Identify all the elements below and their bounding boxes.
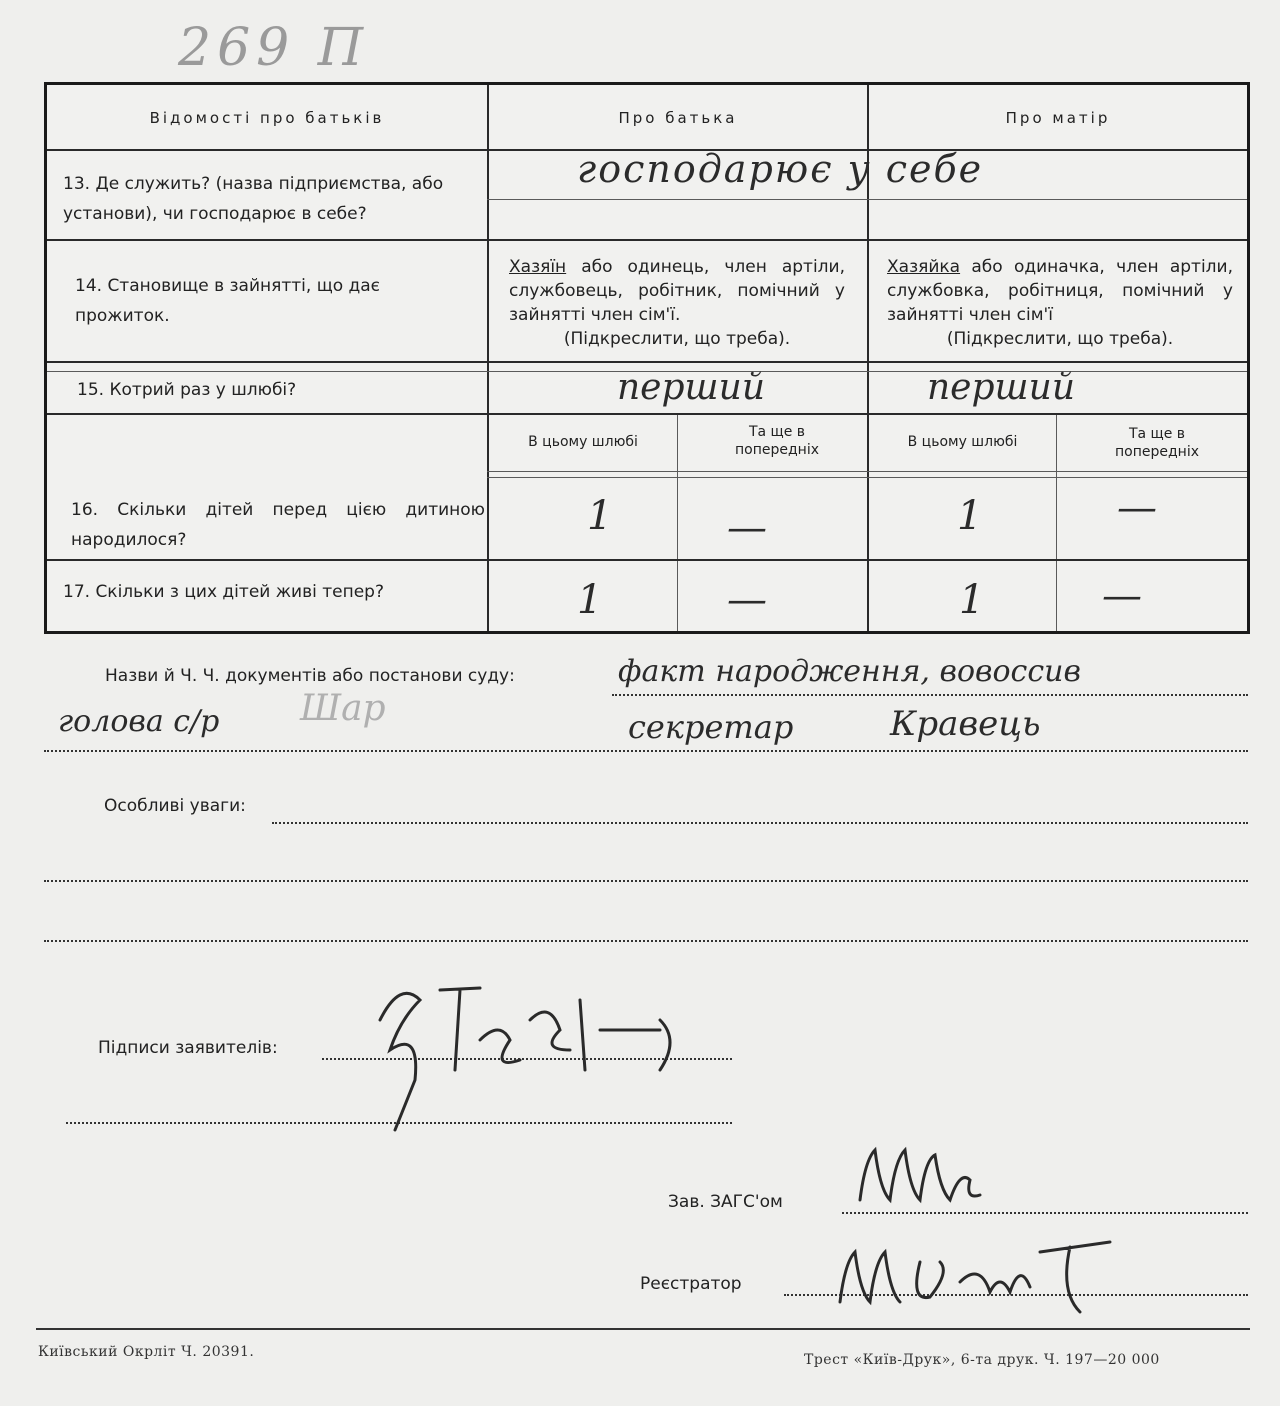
parents-info-table — [44, 82, 1250, 634]
row-line-q16-sub — [487, 471, 1247, 472]
q16-mother-this-marriage-header: В цьому шлюбі — [907, 434, 1018, 450]
header-about-mother: Про матір — [1005, 109, 1111, 127]
row-line-q16 — [47, 559, 1247, 561]
remarks-line-1 — [272, 822, 1248, 824]
row-line-q13-mid — [487, 199, 1247, 200]
remarks-line-2 — [44, 880, 1248, 882]
q15-mother-answer: перший — [927, 367, 1076, 408]
q16-label: 16. Скільки дітей перед цією дитиною народилося? — [71, 500, 485, 550]
remarks-label: Особливі уваги: — [104, 796, 246, 816]
q15-father-answer: перший — [617, 367, 766, 408]
zags-head-signature — [850, 1130, 1000, 1220]
row-line-q13 — [47, 239, 1247, 241]
q16-mother-previous-header: Та ще в попередніх — [1115, 426, 1199, 460]
footer-right-imprint: Трест «Київ-Друк», 6-та друк. Ч. 197—20 000 — [804, 1352, 1160, 1368]
footer-rule — [36, 1328, 1250, 1330]
q13-label: 13. Де служить? (назва підприємства, або установи), чи господарює в себе? — [63, 174, 444, 224]
row-line-q15 — [47, 413, 1247, 415]
documents-label: Назви й Ч. Ч. документів або постанови суду: — [105, 666, 515, 686]
sub-col-divider-father — [677, 415, 678, 631]
applicant-signature — [360, 960, 700, 1140]
q14-mother-selected-option: Хазяйка — [887, 257, 961, 277]
zags-head-label: Зав. ЗАГС'ом — [668, 1192, 783, 1212]
q14-father-hint: (Підкреслити, що треба). — [563, 329, 791, 349]
q16-father-this-marriage-header: В цьому шлюбі — [528, 434, 638, 450]
q16-mother-this-value: 1 — [957, 493, 983, 539]
q17-father-previous-value: — — [727, 577, 767, 623]
q17-father-this-value: 1 — [577, 577, 603, 623]
q14-label: 14. Становище в зайнятті, що дає прожиток. — [75, 276, 381, 326]
q15-label: 15. Котрий раз у шлюбі? — [77, 380, 297, 400]
documents-handwritten-chair: голова с/р — [58, 704, 220, 739]
q16-father-previous-value: — — [727, 505, 767, 551]
q17-label: 17. Скільки з цих дітей живі тепер? — [63, 582, 384, 602]
registrar-label: Реєстратор — [640, 1274, 742, 1294]
row-line-q16-sub2 — [487, 477, 1247, 478]
col-divider-1 — [487, 85, 489, 631]
documents-line-1 — [612, 694, 1248, 696]
chair-signature-mark: Шар — [300, 688, 386, 729]
registrar-signature — [830, 1222, 1130, 1322]
q16-father-this-value: 1 — [587, 493, 613, 539]
remarks-line-3 — [44, 940, 1248, 942]
applicants-label: Підписи заявителів: — [98, 1038, 278, 1058]
documents-handwritten-secretary-name: Кравець — [890, 704, 1041, 744]
q14-mother-options-rest: або одиначка, член артіли, службовка, робітниця, помічний у зайнятті член сім'ї — [887, 257, 1233, 325]
header-about-father: Про батька — [618, 109, 738, 127]
header-parents-info: Відомості про батьків — [149, 109, 385, 127]
footer-left-imprint: Київський Окрліт Ч. 20391. — [38, 1344, 255, 1360]
q17-mother-previous-value: — — [1102, 573, 1142, 619]
q14-father-options-rest: або одинець, член артіли, службовець, робітник, помічний у зайнятті член сім'ї. — [509, 257, 845, 325]
q16-mother-previous-value: — — [1117, 485, 1157, 531]
q14-mother-options — [887, 255, 1233, 351]
q17-mother-this-value: 1 — [959, 577, 985, 623]
q14-father-options — [509, 255, 845, 351]
row-line-q14 — [47, 361, 1247, 363]
q14-father-selected-option: Хазяїн — [509, 257, 567, 277]
archive-mark: 269 П — [178, 18, 370, 78]
q13-handwritten-answer: господарює у себе — [577, 147, 984, 191]
documents-line-2 — [44, 750, 1248, 752]
sub-col-divider-mother — [1056, 415, 1057, 631]
q16-father-previous-header: Та ще в попередніх — [735, 424, 819, 458]
documents-handwritten-secretary: секретар — [628, 708, 794, 746]
documents-handwritten-line1: факт народження, вовоссив — [618, 654, 1081, 689]
q14-mother-hint: (Підкреслити, що треба). — [946, 329, 1174, 349]
